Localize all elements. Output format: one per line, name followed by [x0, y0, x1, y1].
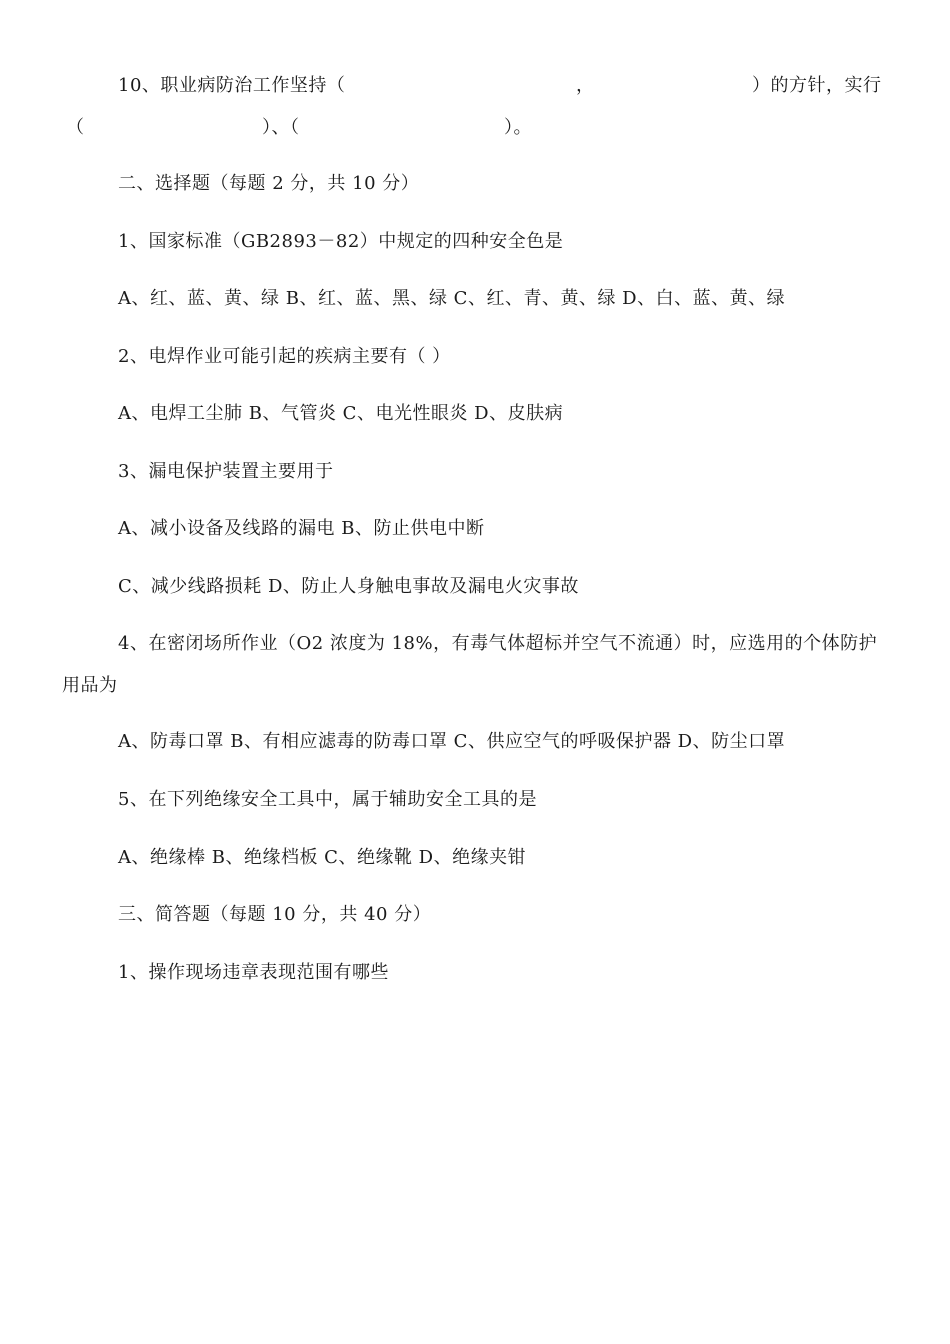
q4-stem-cont: 用品为	[62, 675, 118, 696]
section3-heading: 三、简答题（每题 10 分，共 40 分）	[118, 904, 432, 925]
q1-options: A、红、蓝、黄、绿 B、红、蓝、黑、绿 C、红、青、黄、绿 D、白、蓝、黄、绿	[118, 288, 786, 309]
q3-stem: 3、漏电保护装置主要用于	[118, 461, 334, 482]
q3-options2: C、减少线路损耗 D、防止人身触电事故及漏电火灾事故	[118, 576, 579, 597]
q10-part2: ）的方针，实行	[752, 75, 882, 96]
q4-options: A、防毒口罩 B、有相应滤毒的防毒口罩 C、供应空气的呼吸保护器 D、防尘口罩	[118, 731, 786, 752]
q5-options: A、绝缘棒 B、绝缘档板 C、绝缘靴 D、绝缘夹钳	[118, 847, 527, 868]
short-answer-q1: 1、操作现场违章表现范围有哪些	[118, 962, 389, 983]
q3-options: A、减小设备及线路的漏电 B、防止供电中断	[118, 518, 485, 539]
q10-part5: ）。	[504, 117, 532, 138]
section2-heading: 二、选择题（每题 2 分，共 10 分）	[118, 173, 420, 194]
q4-stem: 4、在密闭场所作业（O2 浓度为 18%，有毒气体超标并空气不流通）时，应选用的个体防护	[118, 633, 878, 654]
q2-options: A、电焊工尘肺 B、气管炎 C、电光性眼炎 D、皮肤病	[118, 403, 564, 424]
q1-stem: 1、国家标准（GB2893－82）中规定的四种安全色是	[118, 231, 564, 252]
q10-part1: 10、职业病防治工作坚持（	[118, 75, 346, 96]
q5-stem: 5、在下列绝缘安全工具中，属于辅助安全工具的是	[118, 789, 537, 810]
q10-comma: ，	[576, 75, 595, 96]
q10-part3: （	[66, 117, 85, 138]
q10-part4: ）、（	[262, 117, 300, 138]
q10-line1	[118, 74, 345, 98]
q2-stem: 2、电焊作业可能引起的疾病主要有（ ）	[118, 346, 451, 367]
